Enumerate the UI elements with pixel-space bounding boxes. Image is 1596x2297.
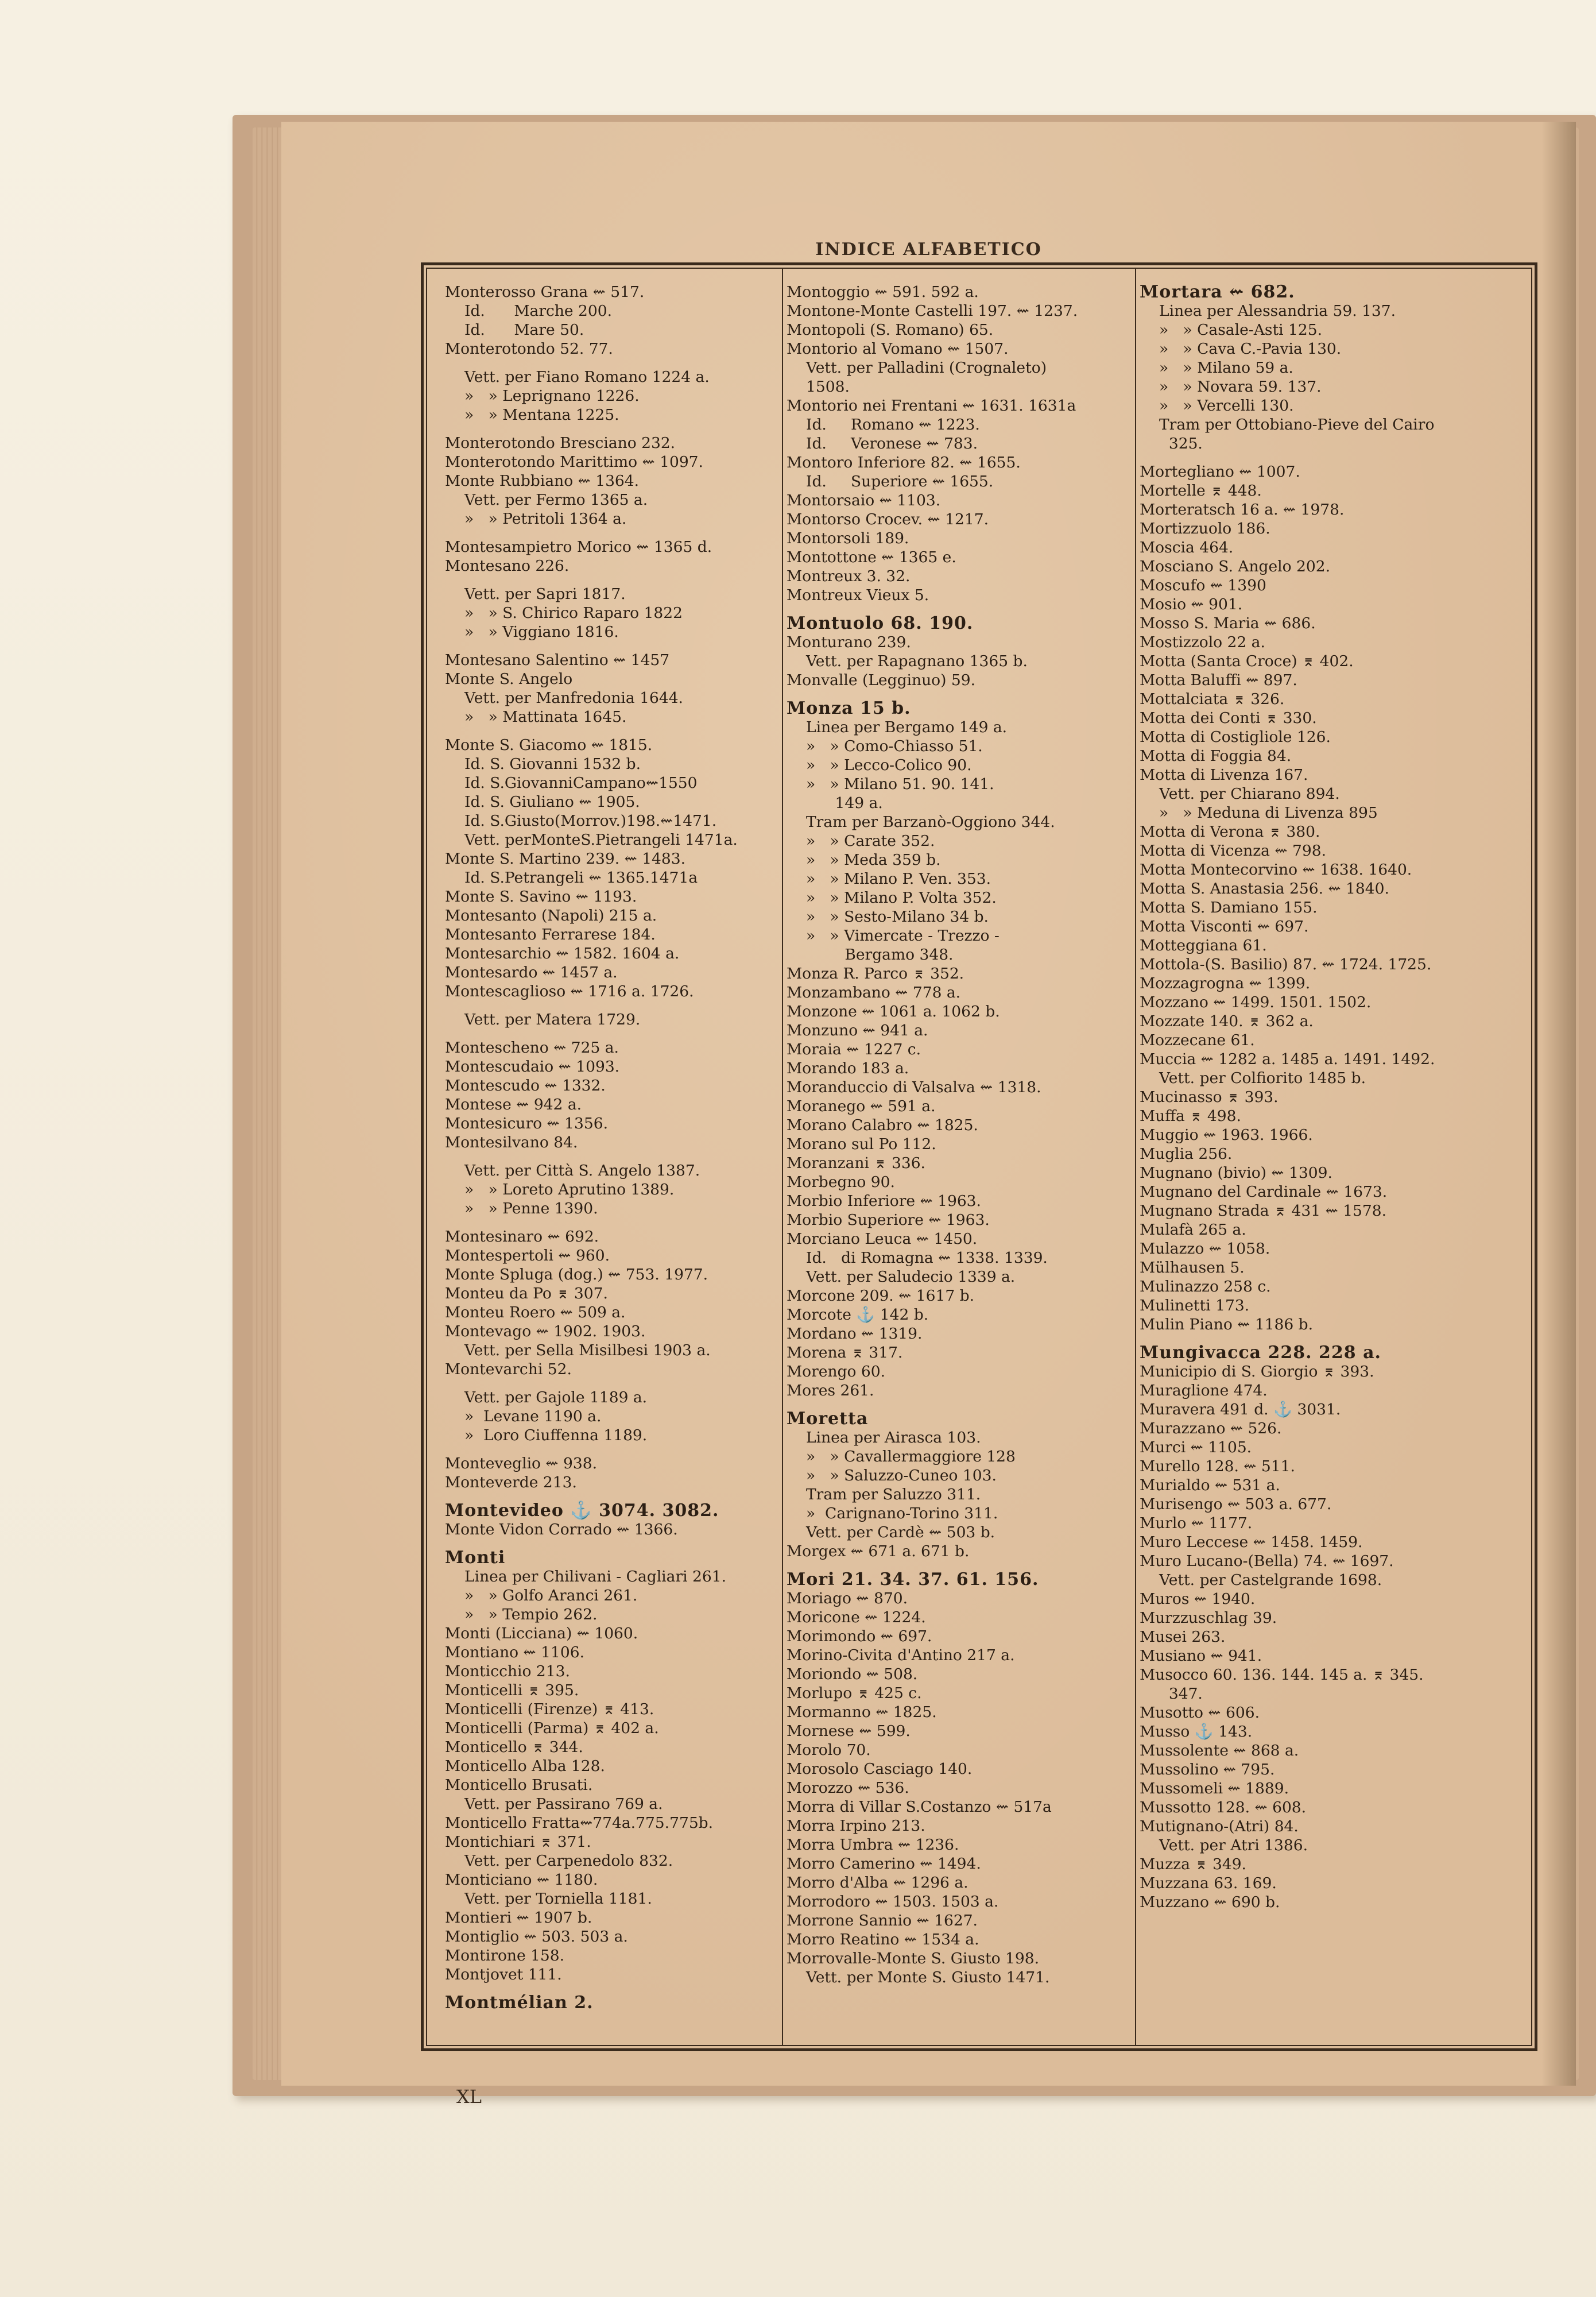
- index-entry: Murello 128. ⇜ 511.: [1140, 1457, 1295, 1475]
- index-entry: Montone-Monte Castelli 197. ⇜ 1237.: [787, 302, 1078, 320]
- index-entry: Moranego ⇜ 591 a.: [787, 1097, 936, 1115]
- index-entry: Mussotto 128. ⇜ 608.: [1140, 1799, 1307, 1816]
- index-entry: Vett. per Chiarano 894.: [1159, 785, 1340, 803]
- index-entry: » » Vercelli 130.: [1159, 397, 1294, 415]
- index-entry: Morolo 70.: [787, 1741, 871, 1759]
- index-entry: Montesano 226.: [445, 557, 570, 575]
- index-entry: Moscufo ⇜ 1390: [1140, 577, 1266, 594]
- index-entry: Murlo ⇜ 1177.: [1140, 1514, 1253, 1532]
- index-entry: Morimondo ⇜ 697.: [787, 1627, 932, 1645]
- index-entry: Mozzano ⇜ 1499. 1501. 1502.: [1140, 993, 1372, 1011]
- index-entry: Muraglione 474.: [1140, 1382, 1268, 1399]
- index-entry: Id. S. Giovanni 1532 b.: [464, 755, 641, 773]
- index-entry: 1508.: [806, 378, 850, 396]
- index-entry: Vett. per Palladini (Crognaleto): [806, 359, 1047, 377]
- index-entry: Motta dei Conti ⌆ 330.: [1140, 709, 1317, 727]
- index-entry: Morbio Superiore ⇜ 1963.: [787, 1211, 990, 1229]
- index-entry: Muro Leccese ⇜ 1458. 1459.: [1140, 1533, 1363, 1551]
- index-entry: Muros ⇜ 1940.: [1140, 1590, 1256, 1608]
- index-entry: Murci ⇜ 1105.: [1140, 1438, 1252, 1456]
- index-entry: Montorio al Vomano ⇜ 1507.: [787, 340, 1009, 358]
- index-entry: Monticello Brusati.: [445, 1776, 593, 1794]
- index-entry: Morano sul Po 112.: [787, 1135, 936, 1153]
- index-entry: Mottola-(S. Basilio) 87. ⇜ 1724. 1725.: [1140, 956, 1432, 973]
- index-entry: Mornese ⇜ 599.: [787, 1722, 911, 1740]
- index-entry: » » Penne 1390.: [464, 1200, 598, 1217]
- index-entry: 149 a.: [806, 794, 883, 812]
- index-entry: Musotto ⇜ 606.: [1140, 1704, 1260, 1722]
- index-entry: Murzzuschlag 39.: [1140, 1609, 1277, 1627]
- index-entry: Mosciano S. Angelo 202.: [1140, 558, 1331, 575]
- index-entry: Monticelli ⌆ 395.: [445, 1681, 579, 1699]
- index-entry: Monte S. Martino 239. ⇜ 1483.: [445, 850, 686, 868]
- index-entry: Mores 261.: [787, 1382, 874, 1399]
- index-entry: Motta Visconti ⇜ 697.: [1140, 918, 1309, 935]
- index-entry: Tram per Saluzzo 311.: [806, 1486, 981, 1503]
- index-entry: Monti: [445, 1548, 506, 1568]
- index-entry: Monti (Licciana) ⇜ 1060.: [445, 1625, 638, 1642]
- index-entry: Mozzate 140. ⌆ 362 a.: [1140, 1012, 1314, 1030]
- index-entry: Vett. per Rapagnano 1365 b.: [806, 652, 1028, 670]
- index-entry: Muccia ⇜ 1282 a. 1485 a. 1491. 1492.: [1140, 1050, 1435, 1068]
- index-entry: » » Milano P. Volta 352.: [806, 889, 997, 907]
- index-entry: Morra Irpino 213.: [787, 1817, 925, 1835]
- index-entry: Montese ⇜ 942 a.: [445, 1096, 582, 1113]
- index-entry: Muglia 256.: [1140, 1145, 1233, 1163]
- index-entry: Muzzana 63. 169.: [1140, 1874, 1277, 1892]
- index-entry: Linea per Alessandria 59. 137.: [1159, 302, 1396, 320]
- index-entry: Montevarchi 52.: [445, 1360, 572, 1378]
- index-entry: Id. Marche 200.: [464, 302, 613, 320]
- index-entry: Morbio Inferiore ⇜ 1963.: [787, 1192, 981, 1210]
- index-entry: » » Casale-Asti 125.: [1159, 321, 1322, 339]
- index-entry: Montevideo ⚓ 3074. 3082.: [445, 1501, 719, 1521]
- index-entry: » » Como-Chiasso 51.: [806, 737, 983, 755]
- index-entry: Montesicuro ⇜ 1356.: [445, 1115, 609, 1132]
- index-entry: Montuolo 68. 190.: [787, 613, 974, 633]
- index-entry: Monvalle (Legginuo) 59.: [787, 671, 975, 689]
- index-entry: Montesarchio ⇜ 1582. 1604 a.: [445, 945, 680, 962]
- index-entry: Mozzecane 61.: [1140, 1031, 1255, 1049]
- index-entry: Montesanto (Napoli) 215 a.: [445, 907, 657, 925]
- index-entry: Morcone 209. ⇜ 1617 b.: [787, 1287, 975, 1305]
- index-entry: Mulafà 265 a.: [1140, 1221, 1246, 1239]
- index-entry: Monza 15 b.: [787, 698, 911, 718]
- index-entry: Morra di Villar S.Costanzo ⇜ 517a: [787, 1798, 1052, 1816]
- index-entry: Monzambano ⇜ 778 a.: [787, 984, 961, 1001]
- index-entry: Mussomeli ⇜ 1889.: [1140, 1780, 1289, 1797]
- index-column-3: [1140, 283, 1507, 2051]
- index-entry: » » Loreto Aprutino 1389.: [464, 1181, 675, 1198]
- index-entry: Morro Camerino ⇜ 1494.: [787, 1855, 981, 1873]
- index-entry: Monterotondo 52. 77.: [445, 340, 613, 358]
- index-entry: Moranzani ⌆ 336.: [787, 1154, 925, 1172]
- index-entry: Moriago ⇜ 870.: [787, 1590, 908, 1607]
- index-entry: Monte Vidon Corrado ⇜ 1366.: [445, 1521, 678, 1538]
- index-entry: Montorso Crocev. ⇜ 1217.: [787, 511, 989, 528]
- index-entry: Morano Calabro ⇜ 1825.: [787, 1116, 978, 1134]
- index-entry: Motteggiana 61.: [1140, 937, 1267, 954]
- index-entry: Morro Reatino ⇜ 1534 a.: [787, 1931, 979, 1948]
- index-entry: Montreux 3. 32.: [787, 567, 911, 585]
- index-entry: Mozzagrogna ⇜ 1399.: [1140, 975, 1311, 992]
- index-entry: Morino-Civita d'Antino 217 a.: [787, 1646, 1015, 1664]
- index-entry: Montiano ⇜ 1106.: [445, 1644, 585, 1661]
- index-entry: Vett. per Torniella 1181.: [464, 1890, 652, 1908]
- index-entry: Vett. per Matera 1729.: [464, 1011, 641, 1028]
- index-entry: » » Saluzzo-Cuneo 103.: [806, 1467, 997, 1484]
- book-page: [281, 122, 1576, 2107]
- index-entry: Mormanno ⇜ 1825.: [787, 1703, 937, 1721]
- index-entry: » » Carate 352.: [806, 832, 935, 850]
- index-entry: Mortara ⇜ 682.: [1140, 283, 1295, 302]
- index-entry: Mulin Piano ⇜ 1186 b.: [1140, 1316, 1314, 1333]
- index-entry: » » Cavallermaggiore 128: [806, 1448, 1016, 1465]
- index-entry: Vett. per Manfredonia 1644.: [464, 689, 683, 707]
- index-entry: Id. di Romagna ⇜ 1338. 1339.: [806, 1249, 1048, 1267]
- index-entry: Muffa ⌆ 498.: [1140, 1107, 1241, 1125]
- index-entry: Id. S.Giusto(Morrov.)198.⇜1471.: [464, 812, 717, 830]
- index-entry: Mucinasso ⌆ 393.: [1140, 1088, 1279, 1106]
- index-entry: Mungivacca 228. 228 a.: [1140, 1343, 1381, 1363]
- index-entry: Morro d'Alba ⇜ 1296 a.: [787, 1874, 969, 1892]
- index-entry: Monticchio 213.: [445, 1662, 570, 1680]
- index-entry: Vett. per Gajole 1189 a.: [464, 1389, 648, 1406]
- index-entry: Vett. per Città S. Angelo 1387.: [464, 1162, 700, 1180]
- index-entry: Montoro Inferiore 82. ⇜ 1655.: [787, 454, 1021, 471]
- index-entry: Mordano ⇜ 1319.: [787, 1325, 923, 1343]
- index-entry: Musocco 60. 136. 144. 145 a. ⌆ 345.: [1140, 1666, 1424, 1684]
- index-entry: Tram per Ottobiano-Pieve del Cairo: [1159, 416, 1435, 434]
- index-entry: » » Milano 59 a.: [1159, 359, 1293, 377]
- index-entry: Montescaglioso ⇜ 1716 a. 1726.: [445, 983, 694, 1000]
- index-entry: Montorio nei Frentani ⇜ 1631. 1631a: [787, 397, 1076, 415]
- index-entry: Morciano Leuca ⇜ 1450.: [787, 1230, 978, 1248]
- index-entry: Montreux Vieux 5.: [787, 586, 929, 604]
- index-entry: Musiano ⇜ 941.: [1140, 1647, 1262, 1665]
- index-entry: » » Viggiano 1816.: [464, 623, 619, 641]
- index-entry: Tram per Barzanò-Oggiono 344.: [806, 813, 1055, 831]
- index-entry: Mosso S. Maria ⇜ 686.: [1140, 614, 1316, 632]
- index-entry: » » Meduna di Livenza 895: [1159, 804, 1378, 822]
- index-entry: Id. S.GiovanniCampano⇜1550: [464, 774, 698, 792]
- index-entry: » Carignano-Torino 311.: [806, 1505, 998, 1522]
- index-entry: Montorsaio ⇜ 1103.: [787, 492, 941, 509]
- index-entry: 347.: [1159, 1685, 1203, 1703]
- index-entry: Municipio di S. Giorgio ⌆ 393.: [1140, 1363, 1374, 1380]
- spine-shadow: [1541, 122, 1576, 2086]
- index-entry: » » Milano 51. 90. 141.: [806, 775, 994, 793]
- index-entry: » » Mentana 1225.: [464, 406, 619, 424]
- index-entry: Mortizzuolo 186.: [1140, 520, 1270, 537]
- index-entry: Morbegno 90.: [787, 1173, 895, 1191]
- index-entry: Monza R. Parco ⌆ 352.: [787, 965, 964, 983]
- index-entry: Mulinazzo 258 c.: [1140, 1278, 1271, 1296]
- index-entry: Montesanto Ferrarese 184.: [445, 926, 656, 943]
- index-entry: Vett. per Sella Misilbesi 1903 a.: [464, 1341, 711, 1359]
- index-entry: Motta S. Anastasia 256. ⇜ 1840.: [1140, 880, 1389, 898]
- index-entry: » » Milano P. Ven. 353.: [806, 870, 991, 888]
- index-entry: Murazzano ⇜ 526.: [1140, 1420, 1282, 1437]
- index-entry: Moriondo ⇜ 508.: [787, 1665, 918, 1683]
- index-entry: Monteveglio ⇜ 938.: [445, 1455, 598, 1472]
- index-entry: Motta (Santa Croce) ⌆ 402.: [1140, 652, 1354, 670]
- index-entry: Id. Superiore ⇜ 1655.: [806, 473, 994, 490]
- index-entry: Monticello Fratta⇜774a.775.775b.: [445, 1814, 714, 1832]
- index-entry: Id. Romano ⇜ 1223.: [806, 416, 980, 434]
- index-entry: Morteratsch 16 a. ⇜ 1978.: [1140, 501, 1345, 519]
- index-entry: Vett. per Atri 1386.: [1159, 1836, 1308, 1854]
- index-entry: Musei 263.: [1140, 1628, 1226, 1646]
- index-entry: Moraia ⇜ 1227 c.: [787, 1041, 921, 1058]
- index-entry: Id. S. Giuliano ⇜ 1905.: [464, 793, 640, 811]
- index-entry: Muggio ⇜ 1963. 1966.: [1140, 1126, 1313, 1144]
- index-entry: Montesardo ⇜ 1457 a.: [445, 964, 618, 981]
- index-entry: Montjovet 111.: [445, 1966, 562, 1983]
- index-entry: Monteu da Po ⌆ 307.: [445, 1285, 608, 1302]
- index-entry: Morando 183 a.: [787, 1059, 909, 1077]
- column-rule-2: [1135, 268, 1136, 2046]
- index-entry: Moretta: [787, 1409, 869, 1429]
- index-entry: Mortelle ⌆ 448.: [1140, 482, 1262, 500]
- index-entry: Murisengo ⇜ 503 a. 677.: [1140, 1495, 1332, 1513]
- index-entry: Motta di Livenza 167.: [1140, 766, 1308, 784]
- index-entry: Montescudaio ⇜ 1093.: [445, 1058, 620, 1076]
- index-entry: Motta di Foggia 84.: [1140, 747, 1292, 765]
- index-entry: » » Mattinata 1645.: [464, 708, 627, 726]
- index-entry: Monte S. Angelo: [445, 670, 573, 688]
- index-entry: Monteu Roero ⇜ 509 a.: [445, 1304, 626, 1321]
- index-entry: Monticello ⌆ 344.: [445, 1738, 583, 1756]
- index-entry: Montichiari ⌆ 371.: [445, 1833, 591, 1851]
- index-entry: Monterosso Grana ⇜ 517.: [445, 283, 645, 301]
- index-entry: Morengo 60.: [787, 1363, 885, 1380]
- index-entry: Monticiano ⇜ 1180.: [445, 1871, 598, 1889]
- index-entry: Montescheno ⇜ 725 a.: [445, 1039, 619, 1057]
- index-entry: Monticelli (Firenze) ⌆ 413.: [445, 1700, 654, 1718]
- index-entry: Morozzo ⇜ 536.: [787, 1779, 909, 1797]
- index-entry: Mülhausen 5.: [1140, 1259, 1245, 1277]
- index-entry: Id. S.Petrangeli ⇜ 1365.1471a: [464, 869, 698, 887]
- index-entry: Morosolo Casciago 140.: [787, 1760, 973, 1778]
- index-entry: Montorsoli 189.: [787, 529, 909, 547]
- index-entry: Motta di Verona ⌆ 380.: [1140, 823, 1320, 841]
- index-entry: Vett. per Castelgrande 1698.: [1159, 1571, 1382, 1589]
- index-entry: Id. Mare 50.: [464, 321, 584, 339]
- index-entry: Muzzano ⇜ 690 b.: [1140, 1893, 1280, 1911]
- index-column-1: [445, 283, 784, 2051]
- index-entry: Montoggio ⇜ 591. 592 a.: [787, 283, 979, 301]
- index-entry: Vett. per Carpenedolo 832.: [464, 1852, 673, 1870]
- index-entry: Montopoli (S. Romano) 65.: [787, 321, 994, 339]
- index-entry: Bergamo 348.: [806, 946, 954, 964]
- index-entry: » » Novara 59. 137.: [1159, 378, 1322, 396]
- index-entry: Mulinetti 173.: [1140, 1297, 1250, 1314]
- index-entry: Muravera 491 d. ⚓ 3031.: [1140, 1401, 1341, 1418]
- index-entry: Mugnano del Cardinale ⇜ 1673.: [1140, 1183, 1388, 1201]
- index-entry: » » Sesto-Milano 34 b.: [806, 908, 989, 926]
- index-entry: Mottalciata ⌆ 326.: [1140, 690, 1285, 708]
- index-entry: Motta di Vicenza ⇜ 798.: [1140, 842, 1327, 860]
- index-entry: Monticello Alba 128.: [445, 1757, 605, 1775]
- index-entry: » » Cava C.-Pavia 130.: [1159, 340, 1342, 358]
- index-entry: Morgex ⇜ 671 a. 671 b.: [787, 1542, 970, 1560]
- index-entry: Montesano Salentino ⇜ 1457: [445, 651, 670, 669]
- index-entry: Mosio ⇜ 901.: [1140, 595, 1243, 613]
- index-entry: Motta di Costigliole 126.: [1140, 728, 1331, 746]
- index-entry: Vett. per Passirano 769 a.: [464, 1795, 663, 1813]
- index-entry: Musso ⚓ 143.: [1140, 1723, 1253, 1741]
- index-entry: Montottone ⇜ 1365 e.: [787, 548, 956, 566]
- index-entry: Morrodoro ⇜ 1503. 1503 a.: [787, 1893, 999, 1911]
- index-column-2: [787, 283, 1125, 2051]
- index-entry: Linea per Bergamo 149 a.: [806, 718, 1008, 736]
- index-entry: Linea per Airasca 103.: [806, 1429, 981, 1447]
- index-entry: Vett. per Fermo 1365 a.: [464, 491, 648, 509]
- index-entry: 325.: [1159, 435, 1203, 453]
- index-entry: Mostizzolo 22 a.: [1140, 633, 1265, 651]
- index-entry: » » Golfo Aranci 261.: [464, 1587, 638, 1604]
- index-entry: Monte S. Savino ⇜ 1193.: [445, 888, 637, 906]
- index-entry: Motta Montecorvino ⇜ 1638. 1640.: [1140, 861, 1412, 879]
- index-entry: Monzuno ⇜ 941 a.: [787, 1022, 928, 1039]
- index-entry: » Levane 1190 a.: [464, 1407, 602, 1425]
- index-entry: Moranduccio di Valsalva ⇜ 1318.: [787, 1078, 1041, 1096]
- index-entry: Mutignano-(Atri) 84.: [1140, 1818, 1299, 1835]
- index-entry: Monturano 239.: [787, 633, 911, 651]
- index-entry: Morlupo ⌆ 425 c.: [787, 1684, 922, 1702]
- index-entry: Morcote ⚓ 142 b.: [787, 1306, 929, 1324]
- index-entry: Monte S. Giacomo ⇜ 1815.: [445, 736, 653, 754]
- index-entry: Monterotondo Marittimo ⇜ 1097.: [445, 453, 703, 471]
- index-entry: Mugnano Strada ⌆ 431 ⇜ 1578.: [1140, 1202, 1387, 1220]
- index-entry: Motta S. Damiano 155.: [1140, 899, 1318, 917]
- index-entry: Morra Umbra ⇜ 1236.: [787, 1836, 959, 1854]
- index-entry: Mussolino ⇜ 795.: [1140, 1761, 1275, 1778]
- index-entry: Morena ⌆ 317.: [787, 1344, 903, 1362]
- index-entry: » » Vimercate - Trezzo -: [806, 927, 1000, 945]
- index-entry: » » Petritoli 1364 a.: [464, 510, 627, 528]
- index-entry: Monterotondo Bresciano 232.: [445, 434, 676, 452]
- index-entry: Montirone 158.: [445, 1947, 565, 1965]
- index-entry: Montieri ⇜ 1907 b.: [445, 1909, 592, 1927]
- page-header: INDICE ALFABETICO: [815, 239, 1042, 260]
- page-number: XL: [456, 2086, 482, 2107]
- index-entry: Montesinaro ⇜ 692.: [445, 1228, 599, 1246]
- index-entry: Linea per Chilivani - Cagliari 261.: [464, 1568, 727, 1586]
- index-entry: » Loro Ciuffenna 1189.: [464, 1426, 648, 1444]
- index-entry: Morrovalle-Monte S. Giusto 198.: [787, 1950, 1040, 1967]
- index-entry: Vett. per Cardè ⇜ 503 b.: [806, 1523, 995, 1541]
- index-entry: Mori 21. 34. 37. 61. 156.: [787, 1569, 1039, 1590]
- index-entry: Muro Lucano-(Bella) 74. ⇜ 1697.: [1140, 1552, 1394, 1570]
- index-entry: Mugnano (bivio) ⇜ 1309.: [1140, 1164, 1332, 1182]
- index-entry: Vett. per Sapri 1817.: [464, 585, 626, 603]
- index-entry: » » S. Chirico Raparo 1822: [464, 604, 683, 622]
- index-entry: Montescudo ⇜ 1332.: [445, 1077, 606, 1095]
- index-entry: Vett. per Monte S. Giusto 1471.: [806, 1969, 1050, 1986]
- index-entry: Mortegliano ⇜ 1007.: [1140, 463, 1300, 481]
- index-entry: Mulazzo ⇜ 1058.: [1140, 1240, 1270, 1258]
- index-entry: » » Lecco-Colico 90.: [806, 756, 972, 774]
- index-entry: Motta Baluffi ⇜ 897.: [1140, 671, 1297, 689]
- index-entry: » » Leprignano 1226.: [464, 387, 640, 405]
- index-entry: Montmélian 2.: [445, 1993, 594, 2013]
- index-entry: Vett. per Saludecio 1339 a.: [806, 1268, 1016, 1286]
- index-entry: Monteverde 213.: [445, 1474, 577, 1491]
- index-entry: Id. Veronese ⇜ 783.: [806, 435, 978, 453]
- index-entry: Vett. perMonteS.Pietrangeli 1471a.: [464, 831, 738, 849]
- index-entry: Montesilvano 84.: [445, 1134, 578, 1151]
- index-entry: Mussolente ⇜ 868 a.: [1140, 1742, 1299, 1760]
- index-entry: Morrone Sannio ⇜ 1627.: [787, 1912, 978, 1929]
- index-entry: Vett. per Fiano Romano 1224 a.: [464, 368, 710, 386]
- index-entry: Montespertoli ⇜ 960.: [445, 1247, 610, 1264]
- index-entry: Moscia 464.: [1140, 539, 1234, 556]
- index-entry: » » Tempio 262.: [464, 1606, 598, 1623]
- index-entry: Monzone ⇜ 1061 a. 1062 b.: [787, 1003, 1000, 1020]
- index-entry: Monte Spluga (dog.) ⇜ 753. 1977.: [445, 1266, 708, 1283]
- index-entry: Monte Rubbiano ⇜ 1364.: [445, 472, 640, 490]
- index-entry: Vett. per Colfiorito 1485 b.: [1159, 1069, 1366, 1087]
- index-entry: Murialdo ⇜ 531 a.: [1140, 1476, 1280, 1494]
- index-entry: Montesampietro Morico ⇜ 1365 d.: [445, 538, 712, 556]
- index-entry: » » Meda 359 b.: [806, 851, 941, 869]
- index-entry: Moricone ⇜ 1224.: [787, 1608, 926, 1626]
- index-entry: Montevago ⇜ 1902. 1903.: [445, 1322, 646, 1340]
- index-entry: Monticelli (Parma) ⌆ 402 a.: [445, 1719, 659, 1737]
- index-entry: Muzza ⌆ 349.: [1140, 1855, 1246, 1873]
- index-entry: Montiglio ⇜ 503. 503 a.: [445, 1928, 628, 1946]
